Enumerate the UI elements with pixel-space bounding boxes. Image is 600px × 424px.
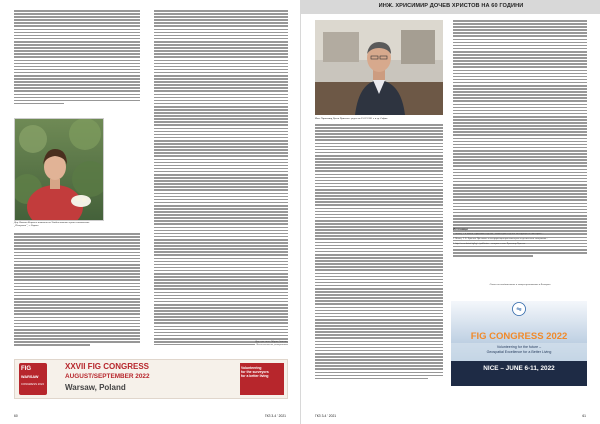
sources-heading: Източници <box>453 227 468 231</box>
right-page <box>300 0 600 424</box>
source-item: 1. Милев, Г. и Милев. Приложна геодезия – Инженерна геодезия. Инструкция за нивелиране... <box>453 233 544 235</box>
ad-city: Warsaw, Poland <box>65 383 126 392</box>
fig-logo: fig <box>516 306 522 311</box>
portrait-photo-woman <box>14 118 104 221</box>
ad-tagline-1: Volunteering <box>241 366 262 370</box>
left-page-column-1-top <box>14 10 140 114</box>
closing-wish: Съюза на геодезистите и земеустроителите в България <box>489 283 551 286</box>
right-page-number: 61 <box>582 414 586 418</box>
fig-warsaw-advertisement[interactable] <box>14 359 288 399</box>
fig-badge-bottom: CONGRESS 2022 <box>21 382 45 386</box>
portrait-photo-man <box>315 20 443 115</box>
ad-dates: AUGUST/SEPTEMBER 2022 <box>65 373 150 380</box>
left-page-column-1-bottom <box>14 233 140 353</box>
photo-caption-man: Инж. Хрисимир Дочев Христов е роден на 23.07.1961 г. в гр. София. <box>315 117 388 120</box>
nice-ad-dates: NICE – JUNE 6-11, 2022 <box>483 365 555 372</box>
signature-line-2: Лесотехнически университет <box>255 343 288 347</box>
signature-block <box>255 340 288 346</box>
right-page-column-2 <box>453 20 587 260</box>
ad-title: XXVII FIG CONGRESS <box>65 362 150 371</box>
ad-tagline-2: for the surveyors <box>241 370 269 374</box>
nice-ad-title: FIG CONGRESS 2022 <box>470 331 568 342</box>
nice-ad-subtitle-2: Geospatial Excellence for a Better Living <box>486 350 552 354</box>
fig-nice-advertisement[interactable] <box>451 301 587 386</box>
sources-list <box>453 233 587 281</box>
signature-line-1: Доц. пук. инж. Мария Асенова, <box>255 340 288 343</box>
photo-caption: Доц. Венета Коцева в почитта на Учебно-опитен горски стопанство „Петрохан“, с. Бързия <box>14 221 90 227</box>
left-page-journal: ГКЗ 3-4 ' 2021 <box>264 414 286 418</box>
source-item: 2. Милев, Г. Х. Христов. Пресичане и интерпретация при инженерно-геодезическите измервания... <box>453 237 548 240</box>
fig-badge-mid: WARSAW <box>21 375 39 379</box>
article-title: ИНЖ. ХРИСИМИР ДОЧЕВ ХРИСТОВ НА 60 ГОДИНИ <box>378 3 524 9</box>
ad-tagline <box>241 366 281 378</box>
right-page-journal: ГКЗ 3-4 ' 2021 <box>315 414 337 418</box>
source-item: 3. http://www.kaisai.bg/bg/.../publicator – интервю с инж. Хрисимир Христов <box>453 242 526 245</box>
fig-badge-top: FIG <box>21 366 31 372</box>
left-page-number: 60 <box>14 414 18 418</box>
left-page-column-2 <box>154 10 288 345</box>
nice-ad-subtitle: Volunteering for the future – <box>496 345 542 349</box>
right-page-column-1 <box>315 124 443 386</box>
ad-tagline-3: for a better living <box>241 374 269 378</box>
